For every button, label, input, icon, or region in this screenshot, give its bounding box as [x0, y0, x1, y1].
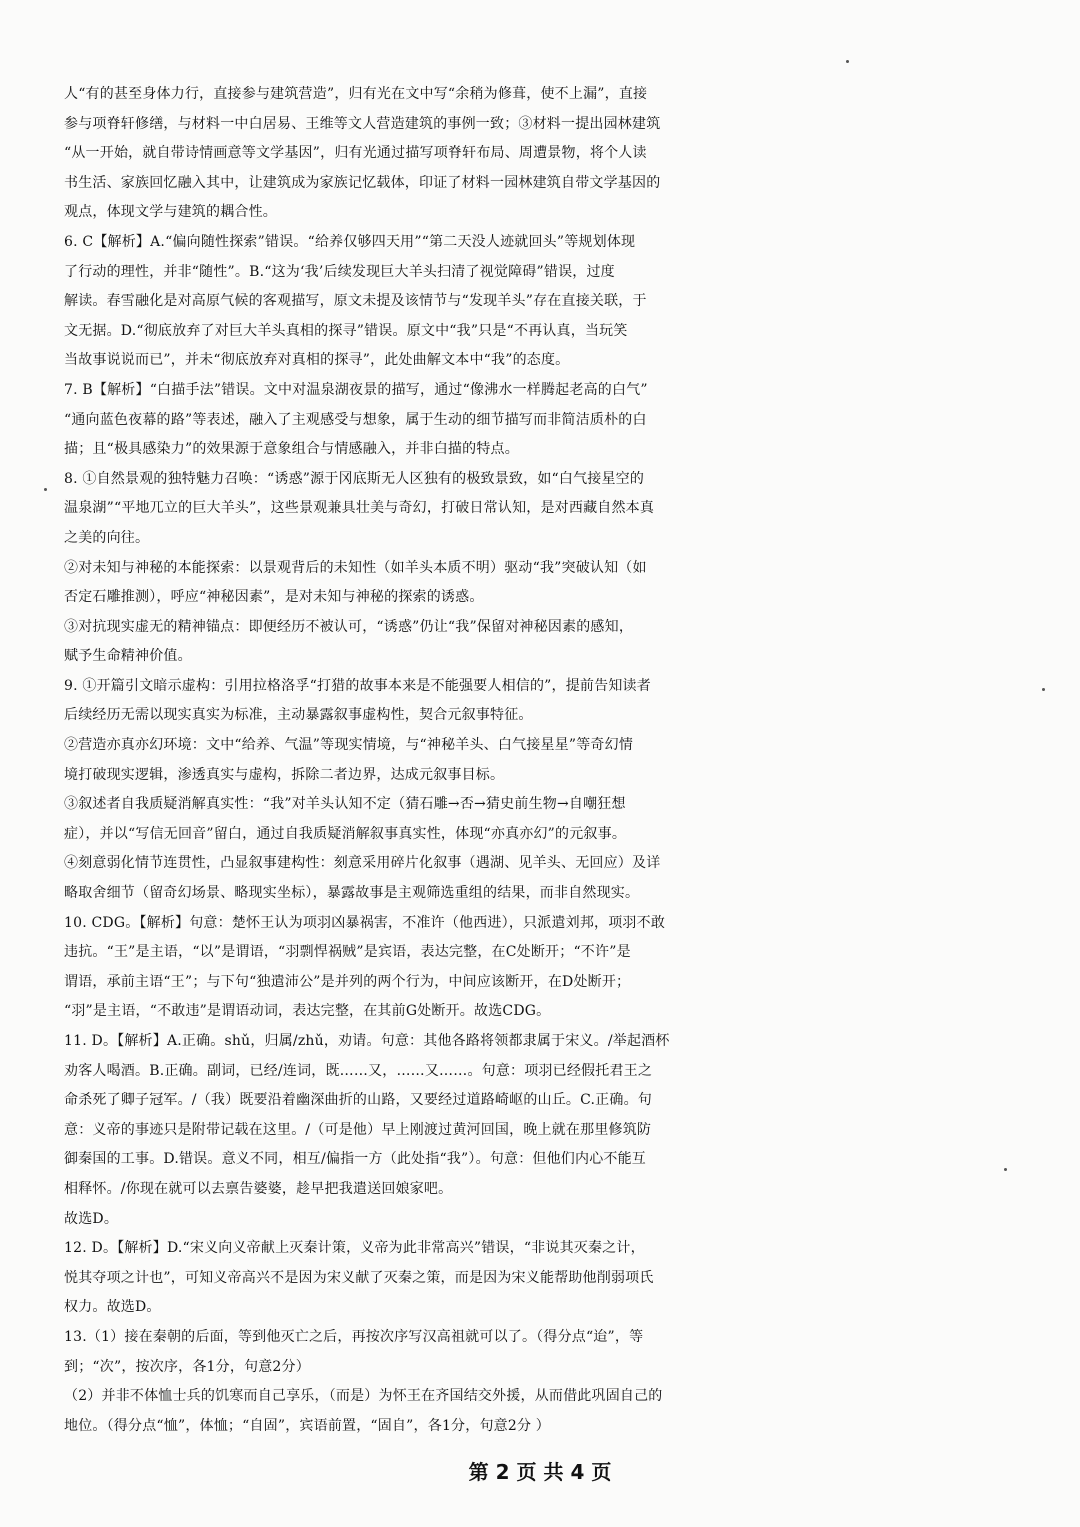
text-line: 地位。（得分点“恤”，体恤；“自固”，宾语前置，“固自”，各1分，句意2分 ） [64, 1417, 551, 1434]
text-line: 了行动的理性，并非“随性”。B.“这为‘我’后续发现巨大羊头扫清了视觉障碍”错误，过度 [64, 263, 615, 280]
text-line: “羽”是主语，“不敢违”是谓语动词，表达完整，在其前G处断开。故选CDG。 [64, 1003, 551, 1020]
text-line: ④刻意弱化情节连贯性，凸显叙事建构性：刻意采用碎片化叙事（遇湖、见羊头、无回应）及详 [64, 855, 661, 872]
page-number-footer: 第 2 页 共 4 页 [468, 1460, 612, 1484]
text-line: 否定石雕推测），呼应“神秘因素”，是对未知与神秘的探索的诱惑。 [64, 589, 484, 606]
text-line: 违抗。“王”是主语，“以”是谓语，“羽剽悍祸贼”是宾语，表达完整，在C处断开；“不许”是 [64, 944, 631, 961]
text-line: 描；且“极具感染力”的效果源于意象组合与情感融入，并非白描的特点。 [64, 441, 519, 458]
text-line: 观点，体现文学与建筑的耦合性。 [64, 204, 277, 221]
text-line: 之美的向往。 [64, 529, 150, 546]
answer-8-line: 8. ①自然景观的独特魅力召唤：“诱惑”源于冈底斯无人区独有的极致景致，如“白气接星空的 [64, 470, 645, 487]
answer-13-line: 13.（1）接在秦朝的后面，等到他灭亡之后，再按次序写汉高祖就可以了。（得分点“迨”，等 [64, 1328, 644, 1345]
text-line: “从一开始，就自带诗情画意等文学基因”，归有光通过描写项脊轩布局、周遭景物，将个人读 [64, 145, 647, 162]
text-line: 参与项脊轩修缮，与材料一中白居易、王维等文人营造建筑的事例一致；③材料一提出园林建筑 [64, 115, 661, 132]
answer-9-line: 9. ①开篇引文暗示虚构：引用拉格洛孚“打猎的故事本来是不能强要人相信的”，提前告知读者 [64, 677, 651, 694]
scan-speck [44, 488, 47, 491]
text-line: 文无据。D.“彻底放弃了对巨大羊头真相的探寻”错误。原文中“我”只是“不再认真，当玩笑 [64, 322, 628, 339]
text-line: ③对抗现实虚无的精神锚点：即便经历不被认可，“诱惑”仍让“我”保留对神秘因素的感知， [64, 618, 634, 635]
text-line: 当故事说说而已”，并未“彻底放弃对真相的探寻”，此处曲解文本中“我”的态度。 [64, 352, 570, 369]
text-line: “通向蓝色夜幕的路”等表述，融入了主观感受与想象，属于生动的细节描写而非简洁质朴的白 [64, 411, 647, 428]
scan-speck [846, 60, 849, 63]
answer-12-line: 12. D。【解析】D.“宋义向义帝献上灭秦计策，义帝为此非常高兴”错误，“非说其灭秦之计， [64, 1240, 645, 1257]
text-line: 症），并以“写信无回音”留白，通过自我质疑消解叙事真实性，体现“亦真亦幻”的元叙事。 [64, 825, 627, 842]
text-line: 相释怀。/你现在就可以去禀告婆婆，趁早把我遣送回娘家吧。 [64, 1180, 453, 1197]
text-line: 赋予生命精神价值。 [64, 648, 192, 665]
answer-7-line: 7. B【解析】“白描手法”错误。文中对温泉湖夜景的描写，通过“像沸水一样腾起老高的白气” [64, 381, 648, 398]
text-line: 命杀死了卿子冠军。/（我）既要沿着幽深曲折的山路，又要经过道路崎岖的山丘。C.正确。句 [64, 1092, 652, 1109]
text-line: 劝客人喝酒。B.正确。副词，已经/连词，既……又，……又……。句意：项羽已经假托君王之 [64, 1062, 653, 1079]
text-line: 意：义帝的事迹只是附带记载在这里。/（可是他）早上刚渡过黄河回国，晚上就在那里修筑防 [64, 1121, 652, 1138]
text-line: （2）并非不体恤士兵的饥寒而自己享乐，（而是）为怀王在齐国结交外援，从而借此巩固自己的 [64, 1388, 663, 1405]
text-line: 悦其夺项之计也”，可知义帝高兴不是因为宋义献了灭秦之策，而是因为宋义能帮助他削弱项氏 [64, 1269, 654, 1286]
answer-6-line: 6. C【解析】A.“偏向随性探索”错误。“给养仅够四天用”“第二天没人迹就回头”等规划体现 [64, 233, 636, 250]
text-line: ②对未知与神秘的本能探索：以景观背后的未知性（如羊头本质不明）驱动“我”突破认知（如 [64, 559, 647, 576]
text-line: 解读。春雪融化是对高原气候的客观描写，原文未提及该情节与“发现羊头”存在直接关联，于 [64, 293, 647, 310]
text-line: ③叙述者自我质疑消解真实性：“我”对羊头认知不定（猜石雕→否→猜史前生物→自嘲狂想 [64, 796, 626, 813]
text-line: ②营造亦真亦幻环境：文中“给养、气温”等现实情境，与“神秘羊头、白气接星星”等奇幻情 [64, 737, 634, 754]
text-line: 权力。故选D。 [64, 1299, 161, 1316]
text-line: 人“有的甚至身体力行，直接参与建筑营造”，归有光在文中写“余稍为修葺，使不上漏”，直接 [64, 86, 648, 102]
answer-10-line: 10. CDG。【解析】句意：楚怀王认为项羽凶暴祸害，不准许（他西进），只派遣刘邦，项羽不敢 [64, 914, 666, 931]
scan-speck [1004, 1168, 1007, 1171]
text-line: 御秦国的工事。D.错误。意义不同，相互/偏指一方（此处指“我”）。句意：但他们内心不能互 [64, 1151, 647, 1168]
answer-11-line: 11. D。【解析】A.正确。shǔ，归属/zhǔ，劝请。句意：其他各路将领都隶属于宋义。/举起酒杯 [64, 1033, 670, 1049]
text-line: 境打破现实逻辑，渗透真实与虚构，拆除二者边界，达成元叙事目标。 [64, 766, 505, 783]
text-line: 书生活、家族回忆融入其中，让建筑成为家族记忆载体，印证了材料一园林建筑自带文学基因的 [64, 174, 661, 191]
document-body [64, 80, 1064, 1441]
text-line: 故选D。 [64, 1210, 119, 1227]
text-line: 到；“次”，按次序，各1分，句意2分） [64, 1358, 310, 1375]
text-line: 后续经历无需以现实真实为标准，主动暴露叙事虚构性，契合元叙事特征。 [64, 707, 533, 724]
scan-speck [1042, 688, 1045, 691]
text-line: 略取舍细节（留奇幻场景、略现实坐标），暴露故事是主观筛选重组的结果，而非自然现实。 [64, 885, 640, 902]
text-line: 谓语，承前主语“王”；与下句“独遣沛公”是并列的两个行为，中间应该断开，在D处断开； [64, 973, 631, 990]
text-line: 温泉湖”“平地兀立的巨大羊头”，这些景观兼具壮美与奇幻，打破日常认知，是对西藏自然本真 [64, 500, 655, 517]
